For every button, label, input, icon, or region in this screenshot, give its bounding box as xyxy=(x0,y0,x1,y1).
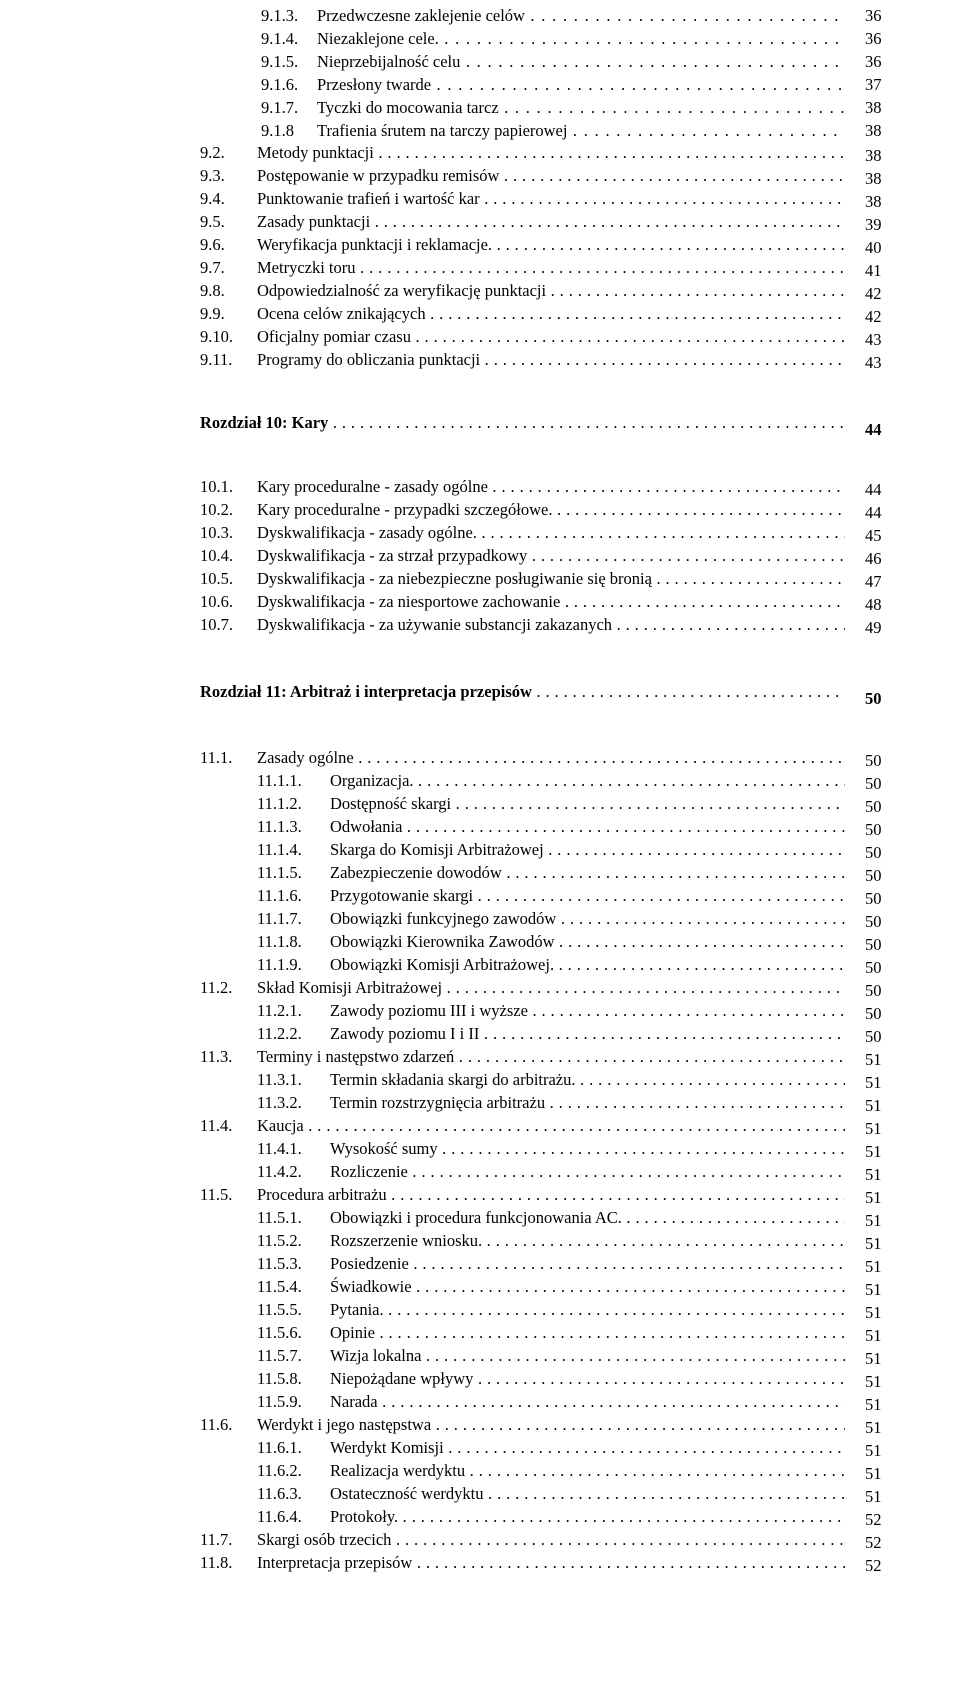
toc-entry-10-6[interactable] xyxy=(0,591,960,614)
page-number: 51 xyxy=(865,1395,882,1414)
section-title: Skład Komisji Arbitrażowej . . . xyxy=(257,977,845,1000)
section-number: 11.5.1. xyxy=(257,1208,302,1227)
page-number: 52 xyxy=(865,1556,882,1575)
section-number: 11.1.9. xyxy=(257,955,302,974)
section-number: 11.8. xyxy=(200,1553,233,1572)
toc-entry-11-2-2[interactable] xyxy=(0,1023,960,1046)
section-title: Kaucja . . . xyxy=(257,1115,845,1138)
section-number: 9.5. xyxy=(200,212,225,231)
section-number: 9.1.6. xyxy=(261,75,299,94)
section-number: 11.2. xyxy=(200,978,233,997)
section-title: Zasady punktacji . . . xyxy=(257,211,845,234)
page-number: 38 xyxy=(865,169,882,188)
section-title: Kary proceduralne - zasady ogólne . . . xyxy=(257,476,845,499)
section-number: 9.1.3. xyxy=(261,6,299,25)
page-number: 50 xyxy=(865,797,882,816)
section-number: 11.5.9. xyxy=(257,1392,302,1411)
toc-entry-11-6-4[interactable] xyxy=(0,1506,960,1529)
page-number: 39 xyxy=(865,215,882,234)
toc-entry-11-1-1[interactable] xyxy=(0,770,960,793)
toc-entry-11-5-4[interactable] xyxy=(0,1276,960,1299)
page-number: 52 xyxy=(865,1510,882,1529)
page-number: 44 xyxy=(865,503,882,522)
toc-entry-9-1-5[interactable] xyxy=(0,51,960,74)
section-title: Zasady ogólne . . . xyxy=(257,747,845,770)
page-number: 50 xyxy=(865,935,882,954)
toc-entry-10-7[interactable] xyxy=(0,614,960,637)
page-number: 40 xyxy=(865,238,882,257)
page-number: 52 xyxy=(865,1533,882,1552)
page-number: 51 xyxy=(865,1418,882,1437)
section-number: 11.2.1. xyxy=(257,1001,302,1020)
toc-entry-11-5[interactable] xyxy=(0,1184,960,1207)
section-number: 9.1.8 xyxy=(261,121,294,140)
toc-entry-11-1-2[interactable] xyxy=(0,793,960,816)
toc-entry-9-1-6[interactable] xyxy=(0,74,960,97)
toc-entry-11-6[interactable] xyxy=(0,1414,960,1437)
section-title: Pytania. . . . xyxy=(330,1299,845,1322)
toc-entry-11-5-1[interactable] xyxy=(0,1207,960,1230)
section-number: 9.1.5. xyxy=(261,52,299,71)
section-number: 9.6. xyxy=(200,235,225,254)
section-title: Nieprzebijalność celu . . . xyxy=(317,51,845,74)
toc-entry-11-5-5[interactable] xyxy=(0,1299,960,1322)
page-number: 50 xyxy=(865,866,882,885)
toc-entry-9-3[interactable] xyxy=(0,165,960,188)
section-number: 9.9. xyxy=(200,304,225,323)
toc-entry-11-1-3[interactable] xyxy=(0,816,960,839)
toc-chapter-11[interactable] xyxy=(0,681,960,709)
section-number: 11.4.2. xyxy=(257,1162,302,1181)
toc-entry-11-1-9[interactable] xyxy=(0,954,960,977)
section-number: 11.1.7. xyxy=(257,909,302,928)
section-title: Ostateczność werdyktu . . . xyxy=(330,1483,845,1506)
page-number: 51 xyxy=(865,1073,882,1092)
toc-entry-10-2[interactable] xyxy=(0,499,960,522)
section-number: 9.1.4. xyxy=(261,29,299,48)
section-title: Obowiązki i procedura funkcjonowania AC. . . . xyxy=(330,1207,845,1230)
section-title: Werdykt Komisji . . . xyxy=(330,1437,845,1460)
section-number: 11.5.4. xyxy=(257,1277,302,1296)
page-number: 44 xyxy=(865,420,882,439)
section-title: Werdykt i jego następstwa . . . xyxy=(257,1414,845,1437)
section-number: 11.1.2. xyxy=(257,794,302,813)
section-number: 11.4.1. xyxy=(257,1139,302,1158)
toc-entry-11-1-6[interactable] xyxy=(0,885,960,908)
toc-entry-11-3-2[interactable] xyxy=(0,1092,960,1115)
chapter-title: Rozdział 10: Kary . . . xyxy=(200,412,845,435)
page-number: 38 xyxy=(865,146,882,165)
section-number: 9.2. xyxy=(200,143,225,162)
section-title: Obowiązki Kierownika Zawodów . . . xyxy=(330,931,845,954)
section-number: 11.1.5. xyxy=(257,863,302,882)
section-title: Dyskwalifikacja - za strzał przypadkowy . . . xyxy=(257,545,845,568)
toc-entry-10-4[interactable] xyxy=(0,545,960,568)
toc-entry-11-1-8[interactable] xyxy=(0,931,960,954)
section-title: Rozszerzenie wniosku. . . . xyxy=(330,1230,845,1253)
page-number: 50 xyxy=(865,843,882,862)
page-number: 48 xyxy=(865,595,882,614)
section-title: Narada . . . xyxy=(330,1391,845,1414)
page-number: 45 xyxy=(865,526,882,545)
section-number: 10.4. xyxy=(200,546,233,565)
page-number: 51 xyxy=(865,1280,882,1299)
section-number: 11.2.2. xyxy=(257,1024,302,1043)
page-number: 51 xyxy=(865,1050,882,1069)
toc-entry-11-6-1[interactable] xyxy=(0,1437,960,1460)
toc-entry-11-4[interactable] xyxy=(0,1115,960,1138)
page-number: 51 xyxy=(865,1188,882,1207)
page-number: 42 xyxy=(865,307,882,326)
toc-entry-11-7[interactable] xyxy=(0,1529,960,1552)
page-number: 51 xyxy=(865,1211,882,1230)
section-title: Zawody poziomu III i wyższe . . . xyxy=(330,1000,845,1023)
toc-entry-11-5-2[interactable] xyxy=(0,1230,960,1253)
toc-entry-10-3[interactable] xyxy=(0,522,960,545)
toc-entry-11-5-9[interactable] xyxy=(0,1391,960,1414)
section-title: Interpretacja przepisów . . . xyxy=(257,1552,845,1575)
section-title: Niezaklejone cele. . . . xyxy=(317,28,845,51)
toc-entry-11-1-7[interactable] xyxy=(0,908,960,931)
section-number: 10.2. xyxy=(200,500,233,519)
toc-entry-9-1-4[interactable] xyxy=(0,28,960,51)
section-title: Programy do obliczania punktacji . . . xyxy=(257,349,845,372)
section-title: Tyczki do mocowania tarcz . . . xyxy=(317,97,845,120)
section-title: Punktowanie trafień i wartość kar . . . xyxy=(257,188,845,211)
toc-entry-11-6-3[interactable] xyxy=(0,1483,960,1506)
toc-entry-11-5-3[interactable] xyxy=(0,1253,960,1276)
toc-entry-11-1-5[interactable] xyxy=(0,862,960,885)
page-number: 47 xyxy=(865,572,882,591)
toc-entry-11-2-1[interactable] xyxy=(0,1000,960,1023)
page-number: 51 xyxy=(865,1165,882,1184)
toc-entry-9-6[interactable] xyxy=(0,234,960,257)
section-title: Dyskwalifikacja - zasady ogólne. . . . xyxy=(257,522,845,545)
toc-entry-9-9[interactable] xyxy=(0,303,960,326)
page-number: 50 xyxy=(865,774,882,793)
section-number: 11.3.2. xyxy=(257,1093,302,1112)
section-number: 9.1.7. xyxy=(261,98,299,117)
chapter-title: Rozdział 11: Arbitraż i interpretacja przepisów . . . xyxy=(200,681,845,704)
section-title: Realizacja werdyktu . . . xyxy=(330,1460,845,1483)
section-number: 11.5.6. xyxy=(257,1323,302,1342)
section-title: Przygotowanie skargi . . . xyxy=(330,885,845,908)
section-number: 11.5. xyxy=(200,1185,233,1204)
section-number: 11.5.7. xyxy=(257,1346,302,1365)
page-number: 50 xyxy=(865,820,882,839)
section-number: 9.10. xyxy=(200,327,233,346)
toc-entry-9-4[interactable] xyxy=(0,188,960,211)
section-title: Terminy i następstwo zdarzeń . . . xyxy=(257,1046,845,1069)
toc-entry-11-1-4[interactable] xyxy=(0,839,960,862)
page-number: 36 xyxy=(865,29,882,48)
section-number: 10.3. xyxy=(200,523,233,542)
section-title: Przedwczesne zaklejenie celów . . . xyxy=(317,5,845,28)
page-number: 51 xyxy=(865,1487,882,1506)
page-number: 51 xyxy=(865,1234,882,1253)
section-number: 11.1.1. xyxy=(257,771,302,790)
page-number: 51 xyxy=(865,1142,882,1161)
toc-entry-11-3[interactable] xyxy=(0,1046,960,1069)
section-title: Weryfikacja punktacji i reklamacje. . . . xyxy=(257,234,845,257)
toc-entry-11-5-6[interactable] xyxy=(0,1322,960,1345)
toc-entry-11-1[interactable] xyxy=(0,747,960,770)
section-title: Wysokość sumy . . . xyxy=(330,1138,845,1161)
section-title: Organizacja. . . . xyxy=(330,770,845,793)
section-number: 9.11. xyxy=(200,350,233,369)
page-number: 46 xyxy=(865,549,882,568)
page-number: 51 xyxy=(865,1441,882,1460)
section-title: Kary proceduralne - przypadki szczegółowe. . . . xyxy=(257,499,845,522)
section-title: Obowiązki Komisji Arbitrażowej. . . . xyxy=(330,954,845,977)
toc-entry-9-5[interactable] xyxy=(0,211,960,234)
page-number: 51 xyxy=(865,1464,882,1483)
section-title: Metody punktacji . . . xyxy=(257,142,845,165)
page-number: 43 xyxy=(865,330,882,349)
page-number: 51 xyxy=(865,1096,882,1115)
toc-entry-11-4-2[interactable] xyxy=(0,1161,960,1184)
page-number: 50 xyxy=(865,912,882,931)
section-number: 11.1.3. xyxy=(257,817,302,836)
section-number: 11.3.1. xyxy=(257,1070,302,1089)
section-title: Przesłony twarde . . . xyxy=(317,74,845,97)
section-number: 9.3. xyxy=(200,166,225,185)
section-title: Dyskwalifikacja - za niesportowe zachowanie . . . xyxy=(257,591,845,614)
toc-entry-11-3-1[interactable] xyxy=(0,1069,960,1092)
section-title: Trafienia śrutem na tarczy papierowej . . . xyxy=(317,120,845,143)
toc-entry-9-11[interactable] xyxy=(0,349,960,372)
section-title: Procedura arbitrażu . . . xyxy=(257,1184,845,1207)
section-number: 10.6. xyxy=(200,592,233,611)
section-number: 11.1. xyxy=(200,748,233,767)
section-title: Ocena celów znikających . . . xyxy=(257,303,845,326)
page-number: 51 xyxy=(865,1372,882,1391)
page-number: 41 xyxy=(865,261,882,280)
toc-entry-9-10[interactable] xyxy=(0,326,960,349)
section-title: Protokoły. . . . xyxy=(330,1506,845,1529)
section-title: Odpowiedzialność za weryfikację punktacji . . . xyxy=(257,280,845,303)
page-number: 44 xyxy=(865,480,882,499)
toc-entry-9-2[interactable] xyxy=(0,142,960,165)
section-title: Dostępność skargi . . . xyxy=(330,793,845,816)
section-number: 11.1.8. xyxy=(257,932,302,951)
section-title: Metryczki toru . . . xyxy=(257,257,845,280)
page-number: 51 xyxy=(865,1303,882,1322)
section-number: 11.6.2. xyxy=(257,1461,302,1480)
toc-entry-11-4-1[interactable] xyxy=(0,1138,960,1161)
toc-chapter-10[interactable] xyxy=(0,412,960,440)
section-title: Rozliczenie . . . xyxy=(330,1161,845,1184)
section-number: 11.1.6. xyxy=(257,886,302,905)
page-number: 50 xyxy=(865,689,882,708)
page-number: 50 xyxy=(865,1027,882,1046)
section-number: 10.5. xyxy=(200,569,233,588)
toc-entry-9-1-3[interactable] xyxy=(0,5,960,28)
section-title: Dyskwalifikacja - za używanie substancji zakazanych . . . xyxy=(257,614,845,637)
page-number: 50 xyxy=(865,889,882,908)
section-title: Oficjalny pomiar czasu . . . xyxy=(257,326,845,349)
section-number: 11.6.1. xyxy=(257,1438,302,1457)
section-number: 11.6.4. xyxy=(257,1507,302,1526)
section-number: 10.1. xyxy=(200,477,233,496)
section-number: 11.5.5. xyxy=(257,1300,302,1319)
section-number: 11.5.2. xyxy=(257,1231,302,1250)
page-number: 43 xyxy=(865,353,882,372)
page-number: 38 xyxy=(865,121,882,140)
toc-entry-10-1[interactable] xyxy=(0,476,960,499)
toc-entry-11-5-7[interactable] xyxy=(0,1345,960,1368)
toc-entry-9-1-8[interactable] xyxy=(0,120,960,143)
page-number: 51 xyxy=(865,1326,882,1345)
section-title: Odwołania . . . xyxy=(330,816,845,839)
section-number: 11.7. xyxy=(200,1530,233,1549)
page-number: 50 xyxy=(865,1004,882,1023)
section-title: Termin rozstrzygnięcia arbitrażu . . . xyxy=(330,1092,845,1115)
page-number: 50 xyxy=(865,751,882,770)
section-number: 9.4. xyxy=(200,189,225,208)
section-number: 11.4. xyxy=(200,1116,233,1135)
section-number: 11.3. xyxy=(200,1047,233,1066)
page-number: 51 xyxy=(865,1349,882,1368)
section-number: 11.5.8. xyxy=(257,1369,302,1388)
section-title: Świadkowie . . . xyxy=(330,1276,845,1299)
page-number: 51 xyxy=(865,1257,882,1276)
page-number: 36 xyxy=(865,52,882,71)
page-number: 50 xyxy=(865,958,882,977)
toc-entry-11-6-2[interactable] xyxy=(0,1460,960,1483)
section-number: 11.5.3. xyxy=(257,1254,302,1273)
section-number: 11.1.4. xyxy=(257,840,302,859)
section-title: Zawody poziomu I i II . . . xyxy=(330,1023,845,1046)
section-title: Posiedzenie . . . xyxy=(330,1253,845,1276)
section-title: Dyskwalifikacja - za niebezpieczne posługiwanie się bronią . . . xyxy=(257,568,845,591)
page-number: 38 xyxy=(865,98,882,117)
section-title: Zabezpieczenie dowodów . . . xyxy=(330,862,845,885)
section-title: Skargi osób trzecich . . . xyxy=(257,1529,845,1552)
page-number: 50 xyxy=(865,981,882,1000)
toc-entry-11-5-8[interactable] xyxy=(0,1368,960,1391)
page-number: 38 xyxy=(865,192,882,211)
section-number: 9.7. xyxy=(200,258,225,277)
toc-entry-9-8[interactable] xyxy=(0,280,960,303)
section-title: Termin składania skargi do arbitrażu. . . . xyxy=(330,1069,845,1092)
section-number: 10.7. xyxy=(200,615,233,634)
toc-entry-9-1-7[interactable] xyxy=(0,97,960,120)
section-title: Obowiązki funkcyjnego zawodów . . . xyxy=(330,908,845,931)
section-number: 11.6. xyxy=(200,1415,233,1434)
section-title: Niepożądane wpływy . . . xyxy=(330,1368,845,1391)
page-number: 36 xyxy=(865,6,882,25)
page-number: 42 xyxy=(865,284,882,303)
toc-entry-10-5[interactable] xyxy=(0,568,960,591)
toc-entry-11-8[interactable] xyxy=(0,1552,960,1575)
section-title: Wizja lokalna . . . xyxy=(330,1345,845,1368)
section-title: Opinie . . . xyxy=(330,1322,845,1345)
section-title: Skarga do Komisji Arbitrażowej . . . xyxy=(330,839,845,862)
section-number: 9.8. xyxy=(200,281,225,300)
page-number: 51 xyxy=(865,1119,882,1138)
toc-entry-9-7[interactable] xyxy=(0,257,960,280)
section-number: 11.6.3. xyxy=(257,1484,302,1503)
page-number: 49 xyxy=(865,618,882,637)
page-number: 37 xyxy=(865,75,882,94)
toc-entry-11-2[interactable] xyxy=(0,977,960,1000)
section-title: Postępowanie w przypadku remisów . . . xyxy=(257,165,845,188)
